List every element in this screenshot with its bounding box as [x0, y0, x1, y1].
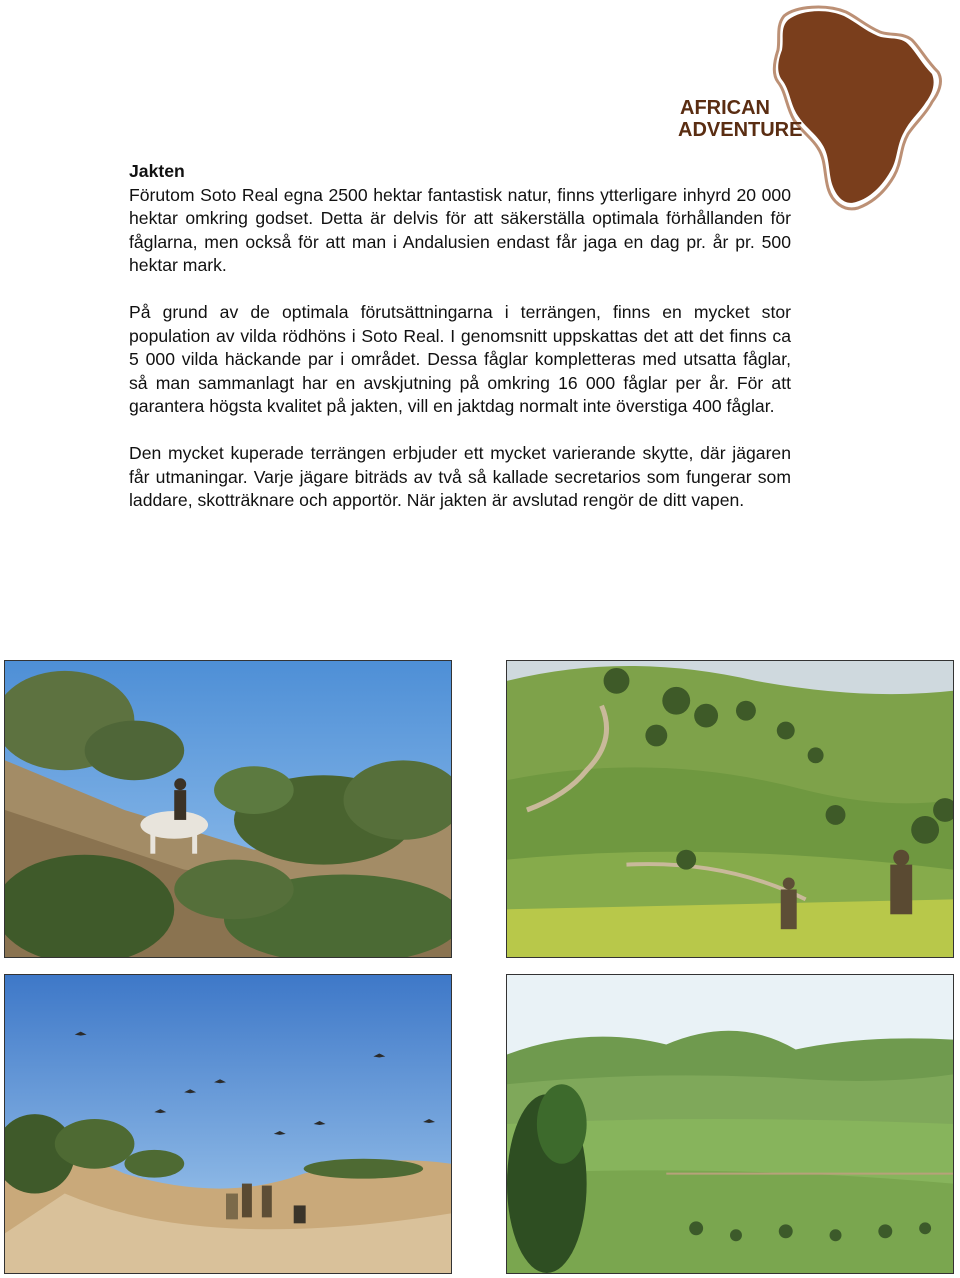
- logo-line1: AFRICAN: [680, 97, 770, 119]
- green-valley-landscape-photo: [506, 974, 954, 1274]
- hunters-under-sky-with-birds-photo: [4, 974, 452, 1274]
- logo-line2: ADVENTURE: [678, 119, 803, 141]
- paragraph-1: Förutom Soto Real egna 2500 hektar fantastisk natur, finns ytterligare inhyrd 20 000 hektar omkring godset. Detta är delvis för att säkerställa optimala förhållanden för fåglarna, men också för att man i Andalusien endast får jaga en dag pr. år pr. 500 hektar mark.: [129, 184, 791, 276]
- paragraph-3: Den mycket kuperade terrängen erbjuder ett mycket varierande skytte, där jägaren får utmaningar. Varje jägare biträds av två så kallade secretarios som fungerar som laddare, skotträknare och apportör. När jakten är avslutad rengör de ditt vapen.: [129, 442, 791, 511]
- rider-on-horse-hillside-photo: [4, 660, 452, 958]
- article-body: [129, 160, 791, 513]
- paragraph-2: På grund av de optimala förutsättningarna i terrängen, finns en mycket stor population av vilda rödhöns i Soto Real. I genomsnitt uppskattas det att det finns ca 5 000 vilda häckande par i området. Dessa fåglar kompletteras med utsatta fåglar, så man sammanlagt har en avskjutning på omkring 16 000 fåglar per år. För att garantera högsta kvalitet på jakten, vill en jaktdag normalt inte överstiga 400 fåglar.: [129, 301, 791, 417]
- hunters-green-hills-photo: [506, 660, 954, 958]
- section-heading: Jakten: [129, 161, 185, 181]
